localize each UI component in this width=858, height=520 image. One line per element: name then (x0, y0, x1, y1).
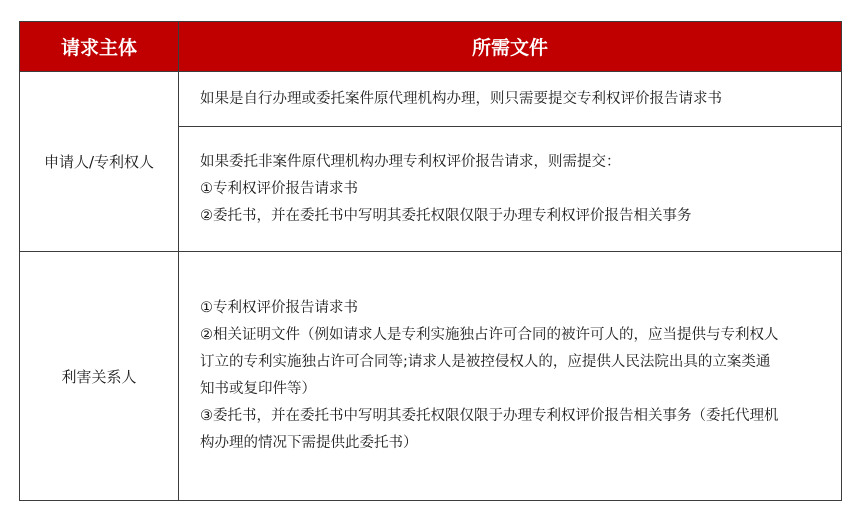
files-cell-self-or-original-agency (179, 72, 842, 127)
files-line: 如果委托非案件原代理机构办理专利权评价报告请求，则需提交： (200, 153, 621, 170)
files-line: 知书或复印件等） (200, 381, 316, 397)
table-header-row (20, 22, 842, 72)
files-line: ③委托书，并在委托书中写明其委托权限仅限于办理专利权评价报告相关事务（委托代理机 (200, 408, 779, 424)
table-row (20, 72, 842, 127)
subject-interested-party: 利害关系人 (20, 252, 179, 501)
files-line: ②委托书，并在委托书中写明其委托权限仅限于办理专利权评价报告相关事务 (200, 207, 692, 224)
subject-applicant-patentee: 申请人/专利权人 (20, 72, 179, 252)
header-subject: 请求主体 (20, 22, 179, 72)
files-line: 构办理的情况下需提供此委托书） (200, 435, 418, 451)
table-row (20, 252, 842, 501)
header-files: 所需文件 (179, 22, 842, 72)
files-line: ①专利权评价报告请求书 (200, 300, 358, 316)
files-line: 如果是自行办理或委托案件原代理机构办理，则只需要提交专利权评价报告请求书 (200, 90, 722, 107)
files-line: ②相关证明文件（例如请求人是专利实施独占许可合同的被许可人的，应当提供与专利权人 (200, 327, 779, 343)
required-documents-table (19, 21, 842, 501)
files-line: 订立的专利实施独占许可合同等;请求人是被控侵权人的，应提供人民法院出具的立案类通 (200, 354, 771, 370)
files-line: ①专利权评价报告请求书 (200, 180, 358, 197)
files-cell-interested-party (179, 252, 842, 501)
files-cell-other-agency (179, 127, 842, 252)
